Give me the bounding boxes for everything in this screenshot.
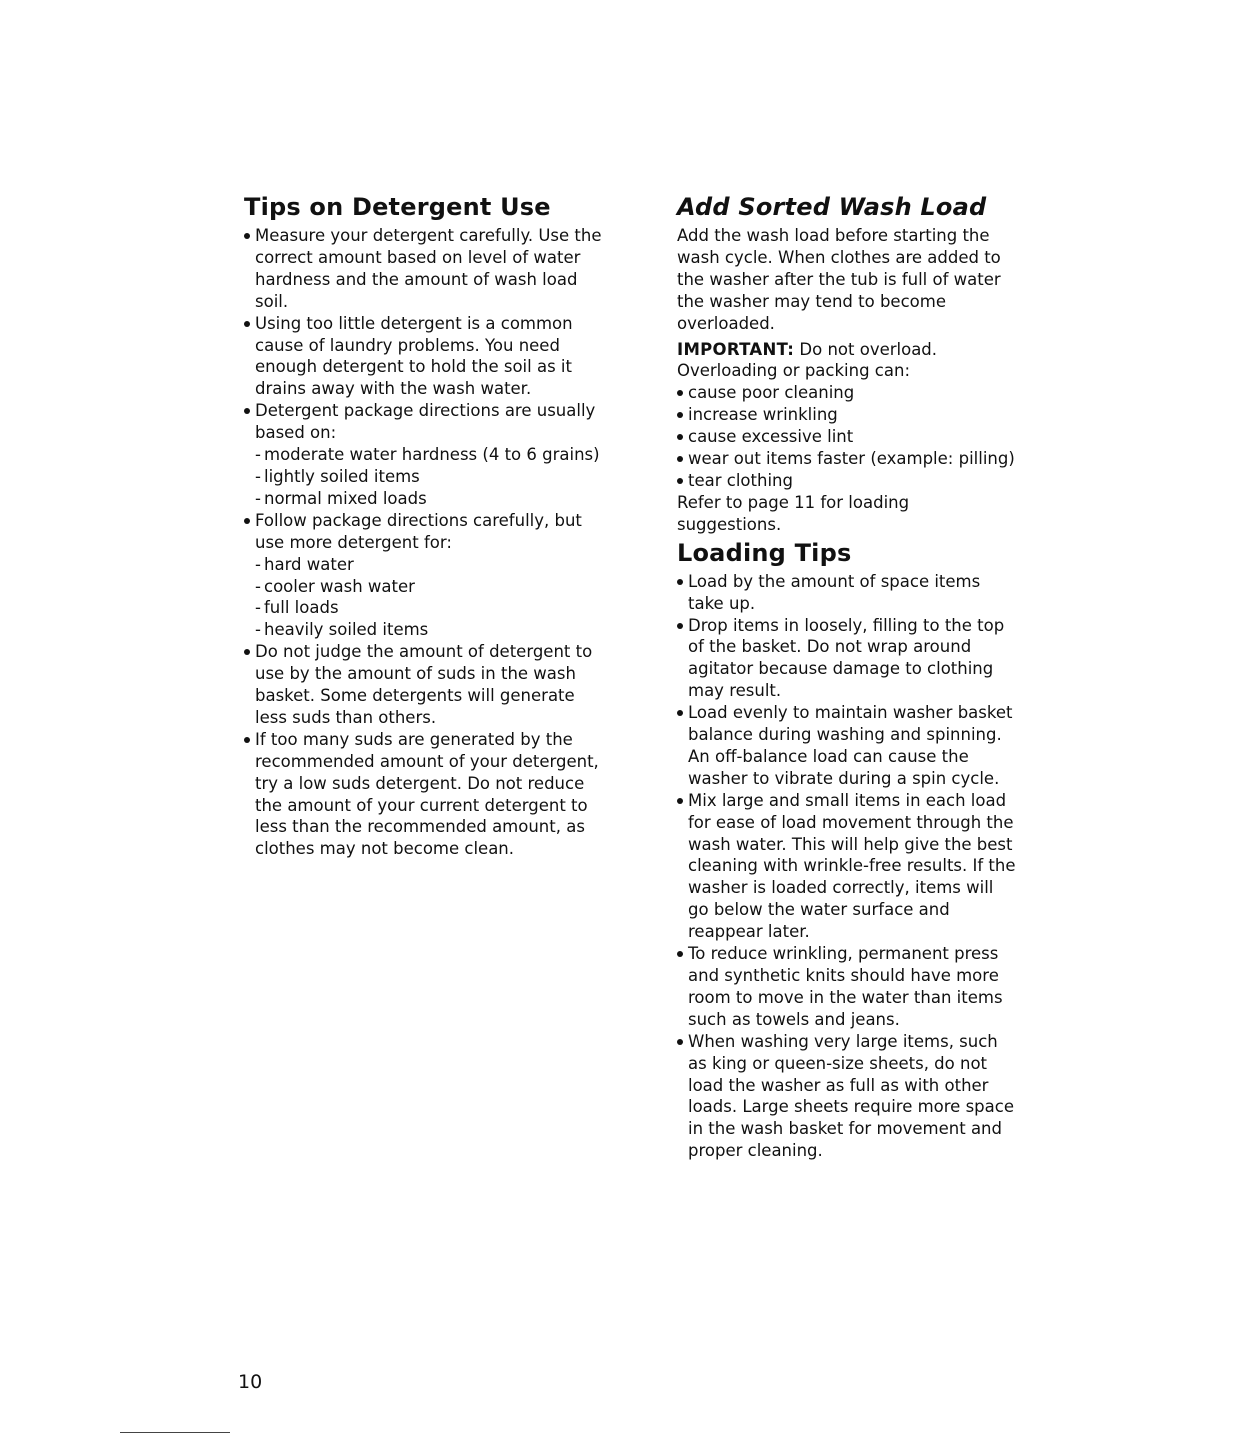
list-item: Do not judge the amount of detergent to use by the amount of suds in the wash basket. Some detergents will generate less suds than others.: [244, 641, 604, 729]
important-label: IMPORTANT:: [677, 339, 795, 359]
sub-list: [255, 554, 604, 642]
list-item: tear clothing: [677, 470, 1017, 492]
list-item: To reduce wrinkling, permanent press and synthetic knits should have more room to move in the water than items such as towels and jeans.: [677, 943, 1017, 1031]
sub-list-item: - hard water: [255, 554, 354, 574]
list-item: Mix large and small items in each load for ease of load movement through the wash water. This will help give the best cleaning with wrinkle-free results. If the washer is loaded correctly, items will go below the water surface and reappear later.: [677, 790, 1017, 943]
list-item: cause poor cleaning: [677, 382, 1017, 404]
refer-note: Refer to page 11 for loading suggestions.: [677, 492, 910, 534]
overload-intro: Overloading or packing can:: [677, 361, 911, 381]
list-item: If too many suds are generated by the recommended amount of your detergent, try a low suds detergent. Do not reduce the amount of your current detergent to less than the recommended amount, as clothes may not become clean.: [244, 729, 604, 860]
list-item: Measure your detergent carefully. Use the correct amount based on level of water hardness and the amount of wash load soil.: [244, 225, 604, 313]
important-text: Do not overload.: [799, 339, 938, 359]
sub-list: [255, 444, 604, 510]
list-item: Drop items in loosely, filling to the top of the basket. Do not wrap around agitator because damage to clothing may result.: [677, 615, 1017, 703]
important-note: [677, 339, 1017, 361]
list-item: increase wrinkling: [677, 404, 1017, 426]
sub-list-item: - cooler wash water: [255, 576, 415, 596]
detergent-tips-list: [244, 225, 604, 860]
sub-list-item: - heavily soiled items: [255, 620, 429, 640]
bottom-rule: [120, 1432, 230, 1433]
list-item: wear out items faster (example: pilling): [677, 448, 1017, 470]
add-wash-load-intro: Add the wash load before starting the wash cycle. When clothes are added to the washer after the tub is full of water the washer may tend to become overloaded.: [677, 226, 1001, 333]
right-column: [677, 192, 1017, 1162]
loading-tips-heading: Loading Tips: [677, 538, 852, 567]
list-item: Detergent package directions are usually based on: - moderate water hardness (4 to 6 grains) - lightly soiled items - normal mixed loads: [244, 400, 604, 510]
sub-list-item: - normal mixed loads: [255, 488, 427, 508]
sub-list-item: - full loads: [255, 598, 339, 618]
list-item: Follow package directions carefully, but use more detergent for: - hard water - cooler wash water - full loads - heavily soiled items: [244, 510, 604, 641]
list-item: cause excessive lint: [677, 426, 1017, 448]
loading-tips-list: [677, 571, 1017, 1162]
list-item: When washing very large items, such as king or queen-size sheets, do not load the washer as full as with other loads. Large sheets require more space in the wash basket for movement and proper cleaning.: [677, 1031, 1017, 1162]
list-item: Load evenly to maintain washer basket balance during washing and spinning. An off-balance load can cause the washer to vibrate during a spin cycle.: [677, 702, 1017, 790]
page-number: 10: [238, 1371, 263, 1393]
list-item: Load by the amount of space items take up.: [677, 571, 1017, 615]
detergent-tips-heading: Tips on Detergent Use: [244, 193, 551, 221]
overload-list: [677, 382, 1017, 492]
left-column: [244, 192, 604, 860]
sub-list-item: - moderate water hardness (4 to 6 grains): [255, 445, 600, 465]
list-item: Using too little detergent is a common cause of laundry problems. You need enough detergent to hold the soil as it drains away with the wash water.: [244, 313, 604, 401]
sub-list-item: - lightly soiled items: [255, 466, 420, 486]
add-wash-load-heading: Add Sorted Wash Load: [677, 193, 987, 221]
